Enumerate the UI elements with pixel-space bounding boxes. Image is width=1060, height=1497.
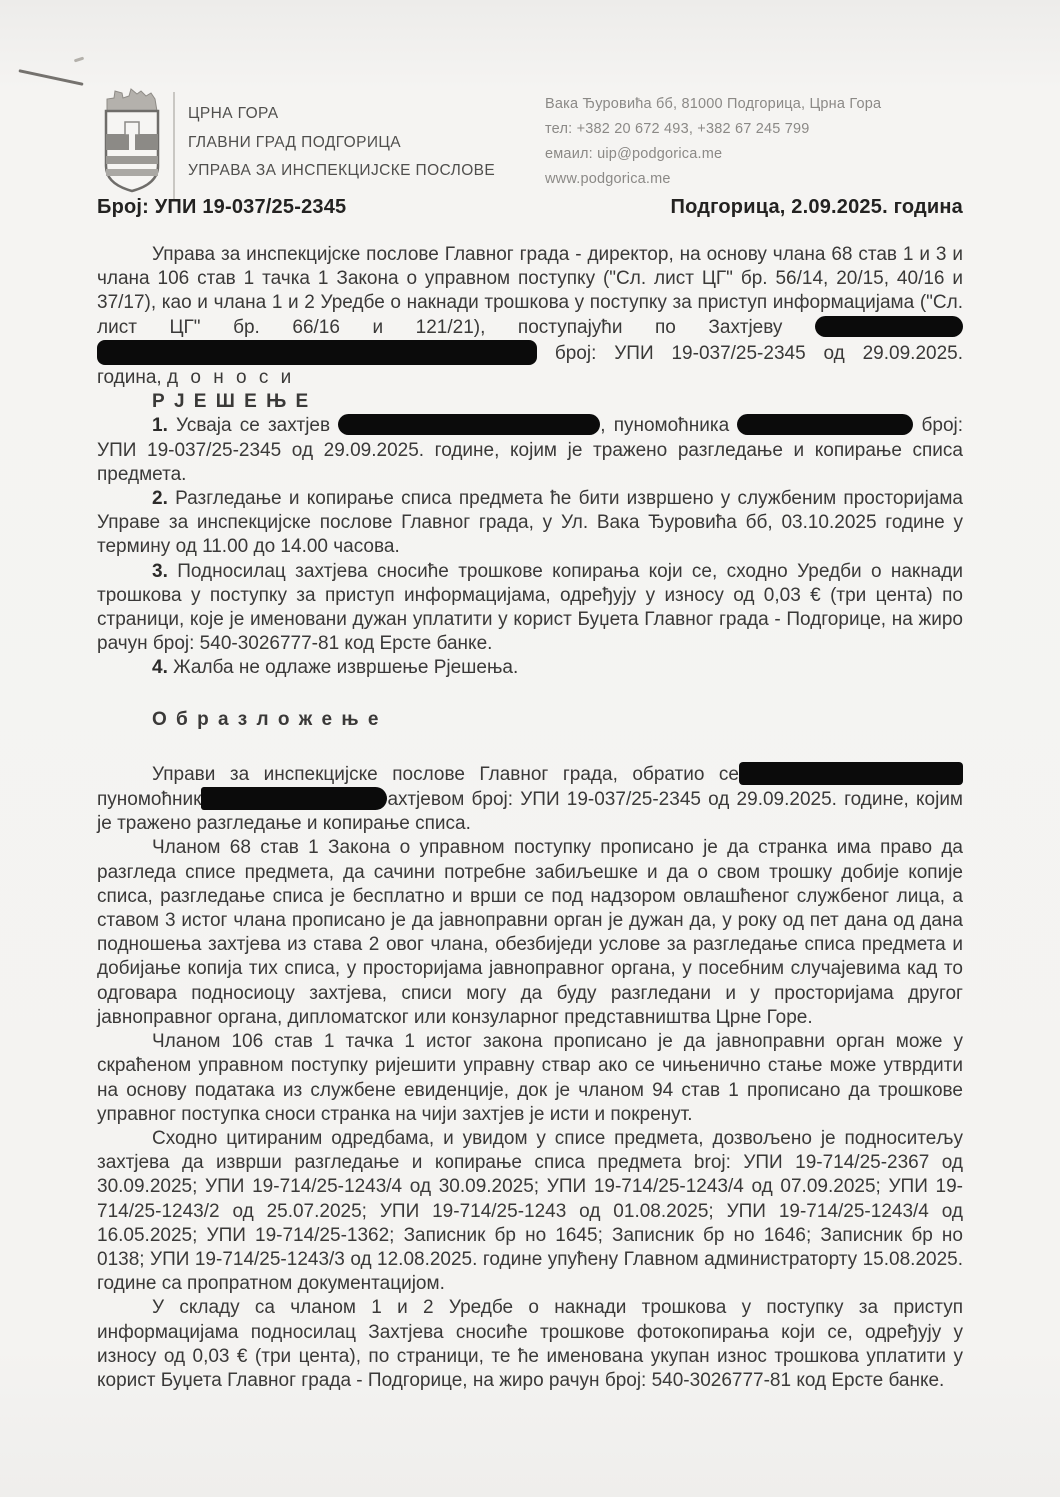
expl1-text-3: ахтјевом број: УПИ 19-037/25-2345 од 29.09.2025. године, којим је тражено разгледање и копирање списа. [97, 789, 963, 835]
org-country: ЦРНА ГОРА [188, 105, 279, 122]
item1-text-2: , пуномоћника [600, 415, 738, 437]
explanation-paragraph-1 [97, 762, 963, 837]
expl1-text-1: Управи за инспекцијске послове Главног града, обратио се [152, 763, 739, 785]
place-date: Подгорица, 2.09.2025. година [670, 196, 963, 218]
resolution-item-3 [97, 560, 963, 657]
explanation-title: О б р а з л о ж е њ е [152, 708, 381, 730]
org-department: УПРАВА ЗА ИНСПЕКЦИЈСКЕ ПОСЛОВЕ [188, 162, 496, 179]
resolution-title: Р Ј Е Ш Е Њ Е [152, 391, 311, 413]
contact-email: емаил: uip@podgorica.me [545, 146, 723, 162]
header-divider [173, 92, 175, 200]
contact-website: www.podgorica.me [545, 171, 671, 187]
explanation-paragraph-3: Чланом 106 став 1 тачка 1 истог закона прописано је да јавноправни орган може у скраћеном управном поступку ријешити управну ствар ако се чињенично стање може утврдити на основу података из службене евиденције, док је чланом 94 став 1 прописано да трошкове управног поступка сноси странка на чији захтјев је исти и покренут. [97, 1031, 963, 1125]
resolution-item-2 [97, 487, 963, 560]
item4-text: Жалба не одлаже извршење Рјешења. [167, 657, 519, 679]
redaction-bar [338, 414, 600, 435]
contact-address: Вака Ђуровића бб, 81000 Подгорица, Црна Гора [545, 96, 882, 112]
item1-text-1: Усваја се захтјев [167, 415, 339, 437]
item-number: 4. [152, 657, 168, 679]
resolution-item-4 [97, 656, 963, 680]
document-body [97, 243, 963, 1393]
explanation-paragraph-2: Чланом 68 став 1 Закона о управном поступку прописано је да странка има право да разгледа списе предмета, да сачини потребне забиљешке и да о свом трошку добије копије списа, разгледање списа је бесплатно и врши се под надзором овлашћеног службеног лица, а ставом 3 истог члана прописано је да јавноправни орган је дужан да, у року од пет дана од дана подношења захтјева из става 2 овог члана, обезбиједи услове за разгледање списа предмета и добијање копија тих списа, у просторијама јавноправног органа, у посебним случајевима кад то одговара подносиоцу захтјева, списи могу да буду разгледани и у просторијама другог јавноправног органа, дипломатског или конзуларног представништва Црне Горе. [97, 837, 963, 1028]
item2-text: Разгледање и копирање списа предмета ће бити извршено у службеним просторијама Управе за инспекцијске послове Главног града, у Ул. Вака Ђуровића бб, 03.10.2025 године у термину од 11.00 до 14.00 часова. [97, 488, 963, 558]
document-number-row [97, 196, 963, 219]
redaction-bar [737, 414, 913, 435]
resolution-item-1 [97, 414, 963, 487]
redaction-bar [739, 762, 963, 785]
contact-block [545, 92, 881, 192]
intro-paragraph [97, 243, 963, 390]
intro-text-before: Управа за инспекцијске послове Главног града - директор, на основу члана 68 став 1 и 3 и члана 106 став 1 тачка 1 Закона о управном поступку ("Сл. лист ЦГ" бр. 56/14, 20/15, 40/16 и 37/17), као и члана 1 и 2 Уредбе о накнади трошкова у поступку за приступ информацијама ("Сл. лист ЦГ" бр. 66/16 и 121/21), поступајући по Захтјеву [97, 244, 963, 338]
explanation-paragraph-5: У складу са чланом 1 и 2 Уредбе о накнади трошкова у поступку за приступ информацијама подносилац Захтјева сносиће трошкове фотокопирања који се, одређују у износу од 0,03 € (три цента), по страници, те ће именована укупан износ трошкова уплатити у корист Буџета Главног града - Подгорице, на жиро рачун број: 540-3026777-81 код Ерсте банке. [97, 1297, 963, 1391]
redaction-bar [815, 316, 963, 337]
intro-donosi: д о н о с и [166, 367, 295, 389]
redaction-bar [201, 787, 387, 810]
doc-number: Број: УПИ 19-037/25-2345 [97, 196, 347, 218]
intro-text-after: број: УПИ 19-037/25-2345 од 29.09.2025. година, [97, 342, 963, 389]
item3-text: Подносилац захтјева сносиће трошкове копирања који се, сходно Уредби о накнади трошкова у поступку за приступ информацијама, одређују у износу од 0,03 € (три цента) по страници, које је именовани дужан уплатити у корист Буџета Главног града - Подгорице, на жиро рачун број: 540-3026777-81 код Ерсте банке. [97, 560, 963, 655]
org-city: ГЛАВНИ ГРАД ПОДГОРИЦА [188, 133, 401, 151]
item-number: 1. [152, 415, 168, 437]
contact-phone: тел: +382 20 672 493, +382 67 245 799 [545, 121, 810, 137]
item1-text-3: број: УПИ 19-037/25-2345 од 29.09.2025. године, којим је тражено разгледање и копирање списа предмета. [97, 415, 964, 485]
item-number: 2. [152, 488, 168, 510]
explanation-paragraph-4: Сходно цитираним одредбама, и увидом у списе предмета, дозвољено је подноситељу захтјева да изврши разгледање и копирање списа предмета broj: УПИ 19-714/25-2367 од 30.09.2025; УПИ 19-714/25-1243/4 од 30.09.2025; УПИ 19-714/25-1243/4 од 07.09.2025; УПИ 19-714/25-1243/2 од 25.07.2025; УПИ 19-714/25-1243 од 01.08.2025; УПИ 19-714/25-1243/4 од 16.05.2025; УПИ 19-714/25-1362; Записник бр но 1645; Записник бр но 1646; Записник бр но 0138; УПИ 19-714/25-1243/3 од 12.08.2025. године упућену Главном администраторту 15.08.2025. године са пропратном документацијом. [97, 1127, 963, 1295]
organization-block [188, 100, 495, 186]
redaction-bar [97, 340, 537, 365]
coat-of-arms-icon [100, 86, 164, 201]
scan-artifact-line [18, 69, 83, 86]
scan-artifact-mark [74, 57, 84, 63]
expl1-text-2: пуномоћник [97, 789, 202, 811]
item-number: 3. [152, 560, 168, 582]
